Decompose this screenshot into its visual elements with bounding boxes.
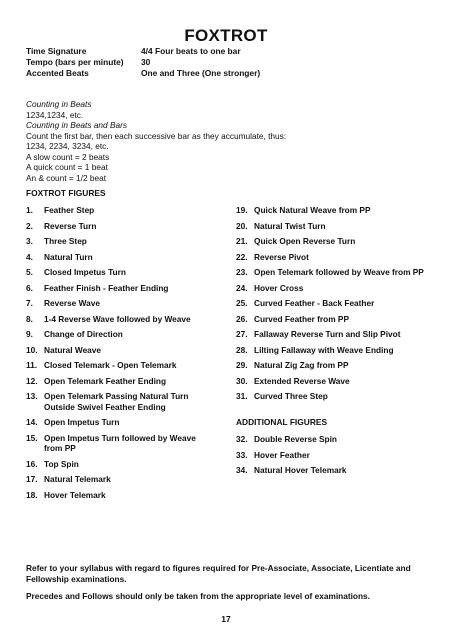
figure-list-item <box>236 298 436 309</box>
figure-number: 12. <box>26 375 38 386</box>
figure-name: Closed Impetus Turn <box>44 267 126 277</box>
figure-name: Hover Cross <box>254 282 304 293</box>
figure-list-item <box>26 236 216 247</box>
figure-list-item <box>236 314 436 325</box>
figure-number: 8. <box>26 313 33 324</box>
figure-name: Top Spin <box>44 458 79 469</box>
figure-list-item <box>26 490 216 501</box>
figures-list-right <box>236 205 436 402</box>
figure-name: Open Telemark followed by Weave from PP <box>254 267 424 277</box>
figure-list-item <box>236 252 436 263</box>
figure-number: 22. <box>236 251 248 262</box>
figure-number: 19. <box>236 205 248 215</box>
figure-name: Open Telemark Passing Natural Turn Outside Swivel Feather Ending <box>44 391 189 412</box>
figure-number: 21. <box>236 236 248 246</box>
meta-row-tempo <box>26 57 260 68</box>
figure-list-item <box>236 236 436 247</box>
figure-number: 11. <box>26 360 38 370</box>
figures-heading: FOXTROT FIGURES <box>26 188 106 198</box>
figure-name: Fallaway Reverse Turn and Slip Pivot <box>254 329 401 339</box>
additional-figures-list <box>236 434 436 476</box>
figure-name: Feather Step <box>44 205 95 215</box>
figure-number: 2. <box>26 220 33 231</box>
figure-list-item <box>236 205 436 216</box>
figure-list-item <box>236 450 436 461</box>
figure-number: 28. <box>236 344 248 355</box>
figure-list-item <box>26 205 216 216</box>
counting-line: 1234, 2234, 3234, etc. <box>26 141 109 151</box>
figure-name: 1-4 Reverse Wave followed by Weave <box>44 313 191 324</box>
figure-name: Natural Telemark <box>44 474 111 484</box>
meta-row-accented-beats <box>26 68 260 79</box>
figure-list-item <box>26 459 216 470</box>
figure-number: 24. <box>236 282 248 293</box>
figure-number: 3. <box>26 236 33 246</box>
figures-list-right-wrapper <box>236 205 436 481</box>
figure-name: Open Impetus Turn <box>44 417 120 427</box>
figures-list-left <box>26 205 216 505</box>
counting-line: A slow count = 2 beats <box>26 151 110 162</box>
figure-name: Curved Feather - Back Feather <box>254 298 375 308</box>
meta-value: 30 <box>141 57 151 67</box>
figure-list-item <box>236 434 436 445</box>
figure-list-item <box>236 465 436 476</box>
footer-notes <box>26 563 426 609</box>
figure-name: Curved Feather from PP <box>254 313 349 324</box>
figure-list-item <box>236 267 436 278</box>
figure-number: 14. <box>26 417 38 427</box>
figure-list-item <box>26 345 216 356</box>
figure-number: 18. <box>26 489 38 500</box>
meta-row-time-signature <box>26 46 260 57</box>
counting-line: 1234,1234, etc. <box>26 109 84 120</box>
figure-name: Hover Telemark <box>44 489 106 500</box>
figure-name: Reverse Turn <box>44 220 97 231</box>
figure-number: 4. <box>26 251 33 262</box>
meta-label: Tempo (bars per minute) <box>26 57 124 67</box>
figure-name: Extended Reverse Wave <box>254 375 350 386</box>
figure-list-item <box>26 283 216 294</box>
counting-section <box>26 99 426 183</box>
figure-list-item <box>26 267 216 278</box>
figure-number: 17. <box>26 474 38 484</box>
meta-value: One and Three (One stronger) <box>141 68 261 78</box>
counting-line: A quick count = 1 beat <box>26 162 108 172</box>
figure-name: Curved Three Step <box>254 391 328 401</box>
figure-number: 29. <box>236 360 248 370</box>
figure-number: 5. <box>26 267 33 277</box>
figure-name: Feather Finish - Feather Ending <box>44 282 169 293</box>
figure-name: Reverse Pivot <box>254 251 309 262</box>
counting-heading-beats: Counting in Beats <box>26 99 92 109</box>
figure-number: 7. <box>26 298 33 308</box>
figure-name: Natural Weave <box>44 344 102 355</box>
figure-list-item <box>26 329 216 340</box>
figure-list-item <box>26 474 216 485</box>
page-number: 17 <box>221 614 231 624</box>
figure-name: Natural Hover Telemark <box>254 465 347 475</box>
figure-number: 33. <box>236 449 248 460</box>
figure-list-item <box>236 376 436 387</box>
meta-label: Time Signature <box>26 46 87 56</box>
figure-number: 25. <box>236 298 248 308</box>
figure-list-item <box>236 221 436 232</box>
figure-list-item <box>26 314 216 325</box>
figure-name: Lilting Fallaway with Weave Ending <box>254 344 394 355</box>
figure-name: Reverse Wave <box>44 298 100 308</box>
figure-name: Change of Direction <box>44 329 123 339</box>
dance-meta <box>26 46 260 79</box>
figure-name: Three Step <box>44 236 87 246</box>
figure-list-item <box>236 283 436 294</box>
figure-name: Natural Twist Turn <box>254 220 326 231</box>
figure-number: 15. <box>26 432 38 443</box>
figure-list-item <box>236 391 436 402</box>
counting-heading-beats-bars: Counting in Beats and Bars <box>26 120 128 130</box>
figure-name: Open Telemark Feather Ending <box>44 375 167 386</box>
figure-number: 34. <box>236 465 248 475</box>
figure-number: 6. <box>26 282 33 293</box>
page-title: FOXTROT <box>184 26 268 45</box>
figure-number: 20. <box>236 220 248 231</box>
meta-value: 4/4 Four beats to one bar <box>141 46 241 56</box>
figure-name: Natural Turn <box>44 251 93 262</box>
figure-name: Quick Natural Weave from PP <box>254 205 371 215</box>
footer-note-precedes: Precedes and Follows should only be taken from the appropriate level of examinations. <box>26 591 370 601</box>
figure-number: 27. <box>236 329 248 339</box>
figure-name: Double Reverse Spin <box>254 434 337 444</box>
figure-number: 1. <box>26 205 33 215</box>
counting-line: Count the first bar, then each successive bar as they accumulate, thus: <box>26 130 287 141</box>
figure-number: 26. <box>236 313 248 324</box>
figure-list-item <box>26 417 216 428</box>
figure-list-item <box>26 360 216 371</box>
footer-note-syllabus: Refer to your syllabus with regard to figures required for Pre-Associate, Associate, Licentiate and Fellowship examinations. <box>26 563 411 584</box>
figure-name: Closed Telemark - Open Telemark <box>44 360 177 370</box>
figure-list-item <box>236 329 436 340</box>
figure-number: 23. <box>236 267 248 277</box>
figure-number: 10. <box>26 344 38 355</box>
figure-name: Natural Zig Zag from PP <box>254 360 349 370</box>
additional-figures-heading: ADDITIONAL FIGURES <box>236 416 328 427</box>
figure-list-item <box>26 391 216 412</box>
figure-number: 13. <box>26 391 38 401</box>
figure-number: 30. <box>236 375 248 386</box>
figure-name: Quick Open Reverse Turn <box>254 236 356 246</box>
figure-name: Open Impetus Turn followed by Weave from PP <box>44 432 196 453</box>
figure-number: 16. <box>26 458 38 469</box>
counting-line: An & count = 1/2 beat <box>26 172 107 183</box>
figure-list-item <box>236 360 436 371</box>
figure-list-item <box>26 221 216 232</box>
figure-list-item <box>26 298 216 309</box>
figure-number: 31. <box>236 391 248 401</box>
meta-label: Accented Beats <box>26 68 89 78</box>
figure-list-item <box>236 345 436 356</box>
figure-number: 32. <box>236 434 248 444</box>
figure-list-item <box>26 433 216 454</box>
figure-number: 9. <box>26 329 33 339</box>
figure-list-item <box>26 252 216 263</box>
figure-list-item <box>26 376 216 387</box>
figure-name: Hover Feather <box>254 449 310 460</box>
